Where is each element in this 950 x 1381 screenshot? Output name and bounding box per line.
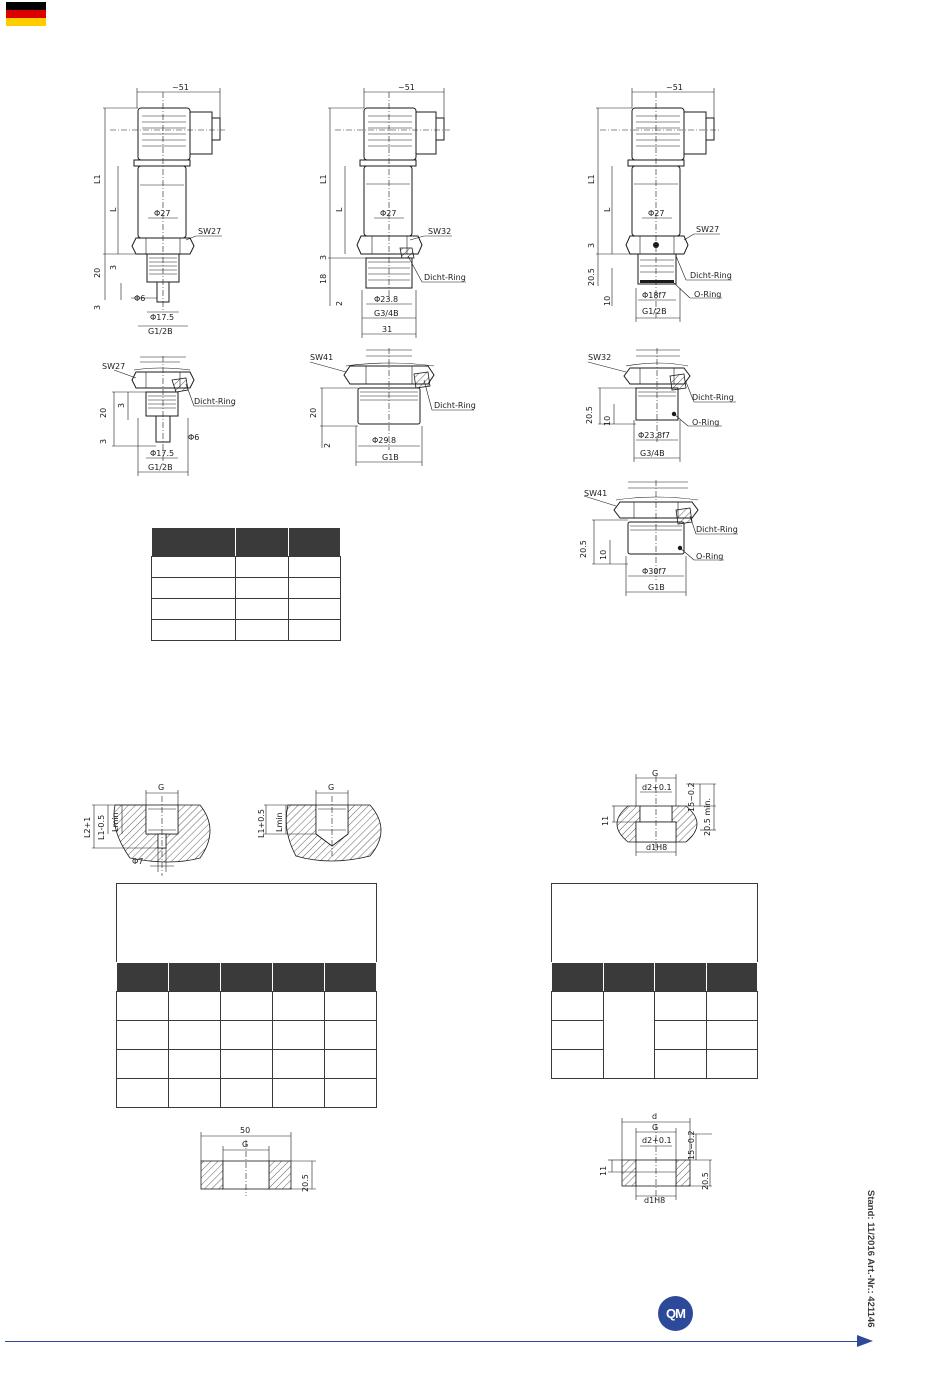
- table-header-row: [152, 528, 341, 557]
- dim-l1: L1: [319, 174, 328, 184]
- dim-dia30: Φ30f7: [642, 567, 667, 576]
- logo-text: QM: [666, 1306, 685, 1321]
- dim-h205: 20.5: [701, 1172, 710, 1190]
- dim-h20: 20: [99, 407, 108, 418]
- dim-h20: 20: [93, 267, 102, 278]
- next-page-arrow-icon[interactable]: [857, 1335, 873, 1347]
- table-header-cell: [603, 963, 655, 992]
- dim-dia298: Φ29.8: [372, 436, 397, 445]
- dim-dia7: Φ7: [132, 857, 144, 866]
- table-cell: [169, 1050, 221, 1079]
- table-cell: [221, 1079, 273, 1108]
- table-row: [152, 557, 341, 578]
- table-cell: [706, 992, 758, 1021]
- table-cell: [152, 599, 236, 620]
- dim-h3a: 3: [109, 264, 118, 270]
- table-header-cell: [706, 963, 758, 992]
- table-cell: [273, 992, 325, 1021]
- table-cell: [169, 1079, 221, 1108]
- table-header-cell: [288, 528, 340, 557]
- table-cell: [236, 578, 288, 599]
- table-bore-dimensions: [116, 962, 377, 1108]
- dim-g: G: [158, 783, 165, 792]
- dim-h3b: 3: [99, 438, 108, 444]
- table-cell: [236, 557, 288, 578]
- table-header-row: [117, 963, 377, 992]
- dim-h15: 15−0.2: [687, 1130, 696, 1160]
- table-cell: [169, 992, 221, 1021]
- dim-width: ~51: [398, 83, 415, 92]
- dim-w31: 31: [382, 325, 393, 334]
- table-cell: [221, 992, 273, 1021]
- table-header-cell: [152, 528, 236, 557]
- table-cell: [655, 1021, 707, 1050]
- table-cell: [117, 1050, 169, 1079]
- table-cell: [117, 1021, 169, 1050]
- dim-thread: G1B: [382, 453, 399, 462]
- dim-h15: 15−0.2: [687, 782, 696, 812]
- dim-h205: 20.5: [585, 406, 594, 424]
- table-d1h8-dimensions: [551, 962, 758, 1079]
- table-cell: [152, 557, 236, 578]
- dim-g: G: [652, 769, 659, 778]
- dim-h3: 3: [587, 242, 596, 248]
- label-oring: O-Ring: [694, 290, 722, 299]
- dim-lmin: Lmin: [111, 812, 120, 832]
- dim-h3b: 3: [93, 304, 102, 310]
- footer-rule: [5, 1341, 860, 1342]
- dim-h205: 20.5: [301, 1174, 310, 1192]
- dim-thread: G1/2B: [148, 463, 173, 472]
- table-header-cell: [117, 963, 169, 992]
- table-cell: [288, 578, 340, 599]
- table-cell: [273, 1079, 325, 1108]
- table-cell: [152, 620, 236, 641]
- table-row: [152, 620, 341, 641]
- drawing-weld-socket-50: [201, 1132, 316, 1196]
- table-row: [117, 1079, 377, 1108]
- table-cell: [117, 992, 169, 1021]
- table-header-cell: [552, 963, 604, 992]
- table-cell: [169, 1021, 221, 1050]
- dim-dia6: Φ6: [134, 294, 146, 303]
- table-cell: [655, 1050, 707, 1079]
- dim-h205: 20.5 min.: [703, 798, 712, 836]
- dim-h205: 20.5: [579, 540, 588, 558]
- dim-thread: G1/2B: [642, 307, 667, 316]
- table-cell: [288, 557, 340, 578]
- table-row: [117, 992, 377, 1021]
- dim-h2: 2: [323, 442, 332, 448]
- table-cell: [706, 1050, 758, 1079]
- dim-d2: d2+0.1: [642, 783, 672, 792]
- table-cell: [236, 620, 288, 641]
- dim-g: G: [242, 1140, 249, 1149]
- table-cell: [117, 1079, 169, 1108]
- table-row: [152, 599, 341, 620]
- dim-h18: 18: [319, 273, 328, 284]
- dim-width: ~51: [172, 83, 189, 92]
- dim-h205: 20.5: [587, 268, 596, 286]
- drawing-connection-g12b: [112, 356, 234, 476]
- label-dichtring: Dicht-Ring: [424, 273, 466, 282]
- dims-connection-oring-g34b: [585, 353, 734, 458]
- dims-connection-g12b: [99, 362, 236, 472]
- dim-h20: 20: [309, 407, 318, 418]
- table-header-cell: [221, 963, 273, 992]
- drawing-sensor-g12b: [103, 88, 225, 326]
- dim-dia175: Φ17.5: [150, 449, 175, 458]
- label-oring: O-Ring: [696, 552, 724, 561]
- label-dichtring: Dicht-Ring: [194, 397, 236, 406]
- table-row: [552, 1050, 758, 1079]
- dim-dia27: Φ27: [154, 209, 171, 218]
- dim-h10: 10: [599, 549, 608, 560]
- dim-l: L: [109, 207, 118, 212]
- document-stand-label: Stand: 11/2016 Art.-Nr.: 421146: [865, 1190, 876, 1328]
- table-cell: [152, 578, 236, 599]
- dim-g: G: [652, 1123, 659, 1132]
- dim-l105: L1-0.5: [97, 814, 106, 840]
- label-sw: SW32: [428, 227, 452, 236]
- table-cell: [288, 599, 340, 620]
- label-dichtring: Dicht-Ring: [434, 401, 476, 410]
- table-header-cell: [236, 528, 288, 557]
- label-oring: O-Ring: [692, 418, 720, 427]
- dim-d2: d2+0.1: [642, 1136, 672, 1145]
- table-title-box-left: [116, 883, 377, 963]
- table-cell: [552, 992, 604, 1021]
- qm-logo: [658, 1296, 693, 1331]
- dim-g: G: [328, 783, 335, 792]
- table-header-cell: [273, 963, 325, 992]
- table-title-box-right: [551, 883, 758, 963]
- dim-h10: 10: [603, 295, 612, 306]
- dim-l: L: [335, 207, 344, 212]
- dim-l105: L1+0.5: [257, 809, 266, 838]
- dim-d1h8: d1H8: [646, 843, 668, 852]
- table-dimensions-small: [151, 527, 341, 641]
- table-cell: [325, 1079, 377, 1108]
- label-sw: SW27: [696, 225, 720, 234]
- table-cell: [236, 599, 288, 620]
- label-dichtring: Dicht-Ring: [690, 271, 732, 280]
- table-cell: [552, 1050, 604, 1079]
- dim-l21: L2+1: [83, 816, 92, 838]
- dim-h3a: 3: [117, 402, 126, 408]
- dims-weld-socket-d1h8: [599, 1112, 710, 1205]
- dim-thread: G3/4B: [640, 449, 665, 458]
- table-cell: [273, 1050, 325, 1079]
- table-cell: [706, 1021, 758, 1050]
- table-row: [117, 1050, 377, 1079]
- dim-dia175: Φ17.5: [150, 313, 175, 322]
- dim-h3: 3: [319, 254, 328, 260]
- dims-connection-oring-g1b: [579, 489, 738, 592]
- dim-dia6: Φ6: [188, 433, 200, 442]
- label-dichtring: Dicht-Ring: [692, 393, 734, 402]
- dim-thread: G1/2B: [148, 327, 173, 336]
- table-cell: [288, 620, 340, 641]
- table-header-cell: [655, 963, 707, 992]
- table-cell: [552, 1021, 604, 1050]
- label-sw: SW32: [588, 353, 612, 362]
- table-row: [152, 578, 341, 599]
- table-cell: [221, 1050, 273, 1079]
- dim-thread: G3/4B: [374, 309, 399, 318]
- drawing-bore-with-hole: [92, 790, 210, 876]
- table-cell: [325, 992, 377, 1021]
- table-row: [552, 1021, 758, 1050]
- dim-dia18: Φ18f7: [642, 291, 667, 300]
- table-cell: [325, 1050, 377, 1079]
- dim-l1: L1: [93, 174, 102, 184]
- dim-h11: 11: [601, 815, 610, 826]
- dim-dia27: Φ27: [380, 209, 397, 218]
- table-cell: [273, 1021, 325, 1050]
- table-header-cell: [325, 963, 377, 992]
- table-row: [552, 992, 758, 1021]
- dim-h11: 11: [599, 1165, 608, 1176]
- table-header-cell: [169, 963, 221, 992]
- dim-d: d: [652, 1112, 658, 1121]
- dim-h10: 10: [603, 415, 612, 426]
- drawing-connection-oring-g34b: [588, 348, 736, 462]
- table-cell-merged: [603, 992, 655, 1079]
- dim-dia27: Φ27: [648, 209, 665, 218]
- table-row: [117, 1021, 377, 1050]
- dims-connection-g1b: [309, 353, 476, 462]
- table-cell: [221, 1021, 273, 1050]
- dim-width: ~51: [666, 83, 683, 92]
- drawing-sensor-oring-g12b: [596, 88, 732, 322]
- dim-l: L: [603, 207, 612, 212]
- dim-dia238: Φ23.8: [374, 295, 399, 304]
- dim-d1h8: d1H8: [644, 1196, 666, 1205]
- label-dichtring: Dicht-Ring: [696, 525, 738, 534]
- dim-thread: G1B: [648, 583, 665, 592]
- label-sw: SW41: [584, 489, 608, 498]
- label-sw: SW41: [310, 353, 334, 362]
- dim-h2: 2: [335, 300, 344, 306]
- dim-dia238: Φ23.8f7: [638, 431, 671, 440]
- table-cell: [655, 992, 707, 1021]
- dim-l1: L1: [587, 174, 596, 184]
- label-sw: SW27: [102, 362, 126, 371]
- drawing-weld-socket-d1h8: [608, 1118, 712, 1200]
- dim-lmin: Lmin: [275, 812, 284, 832]
- table-cell: [325, 1021, 377, 1050]
- dim-w50: 50: [240, 1126, 251, 1135]
- table-header-row: [552, 963, 758, 992]
- label-sw: SW27: [198, 227, 222, 236]
